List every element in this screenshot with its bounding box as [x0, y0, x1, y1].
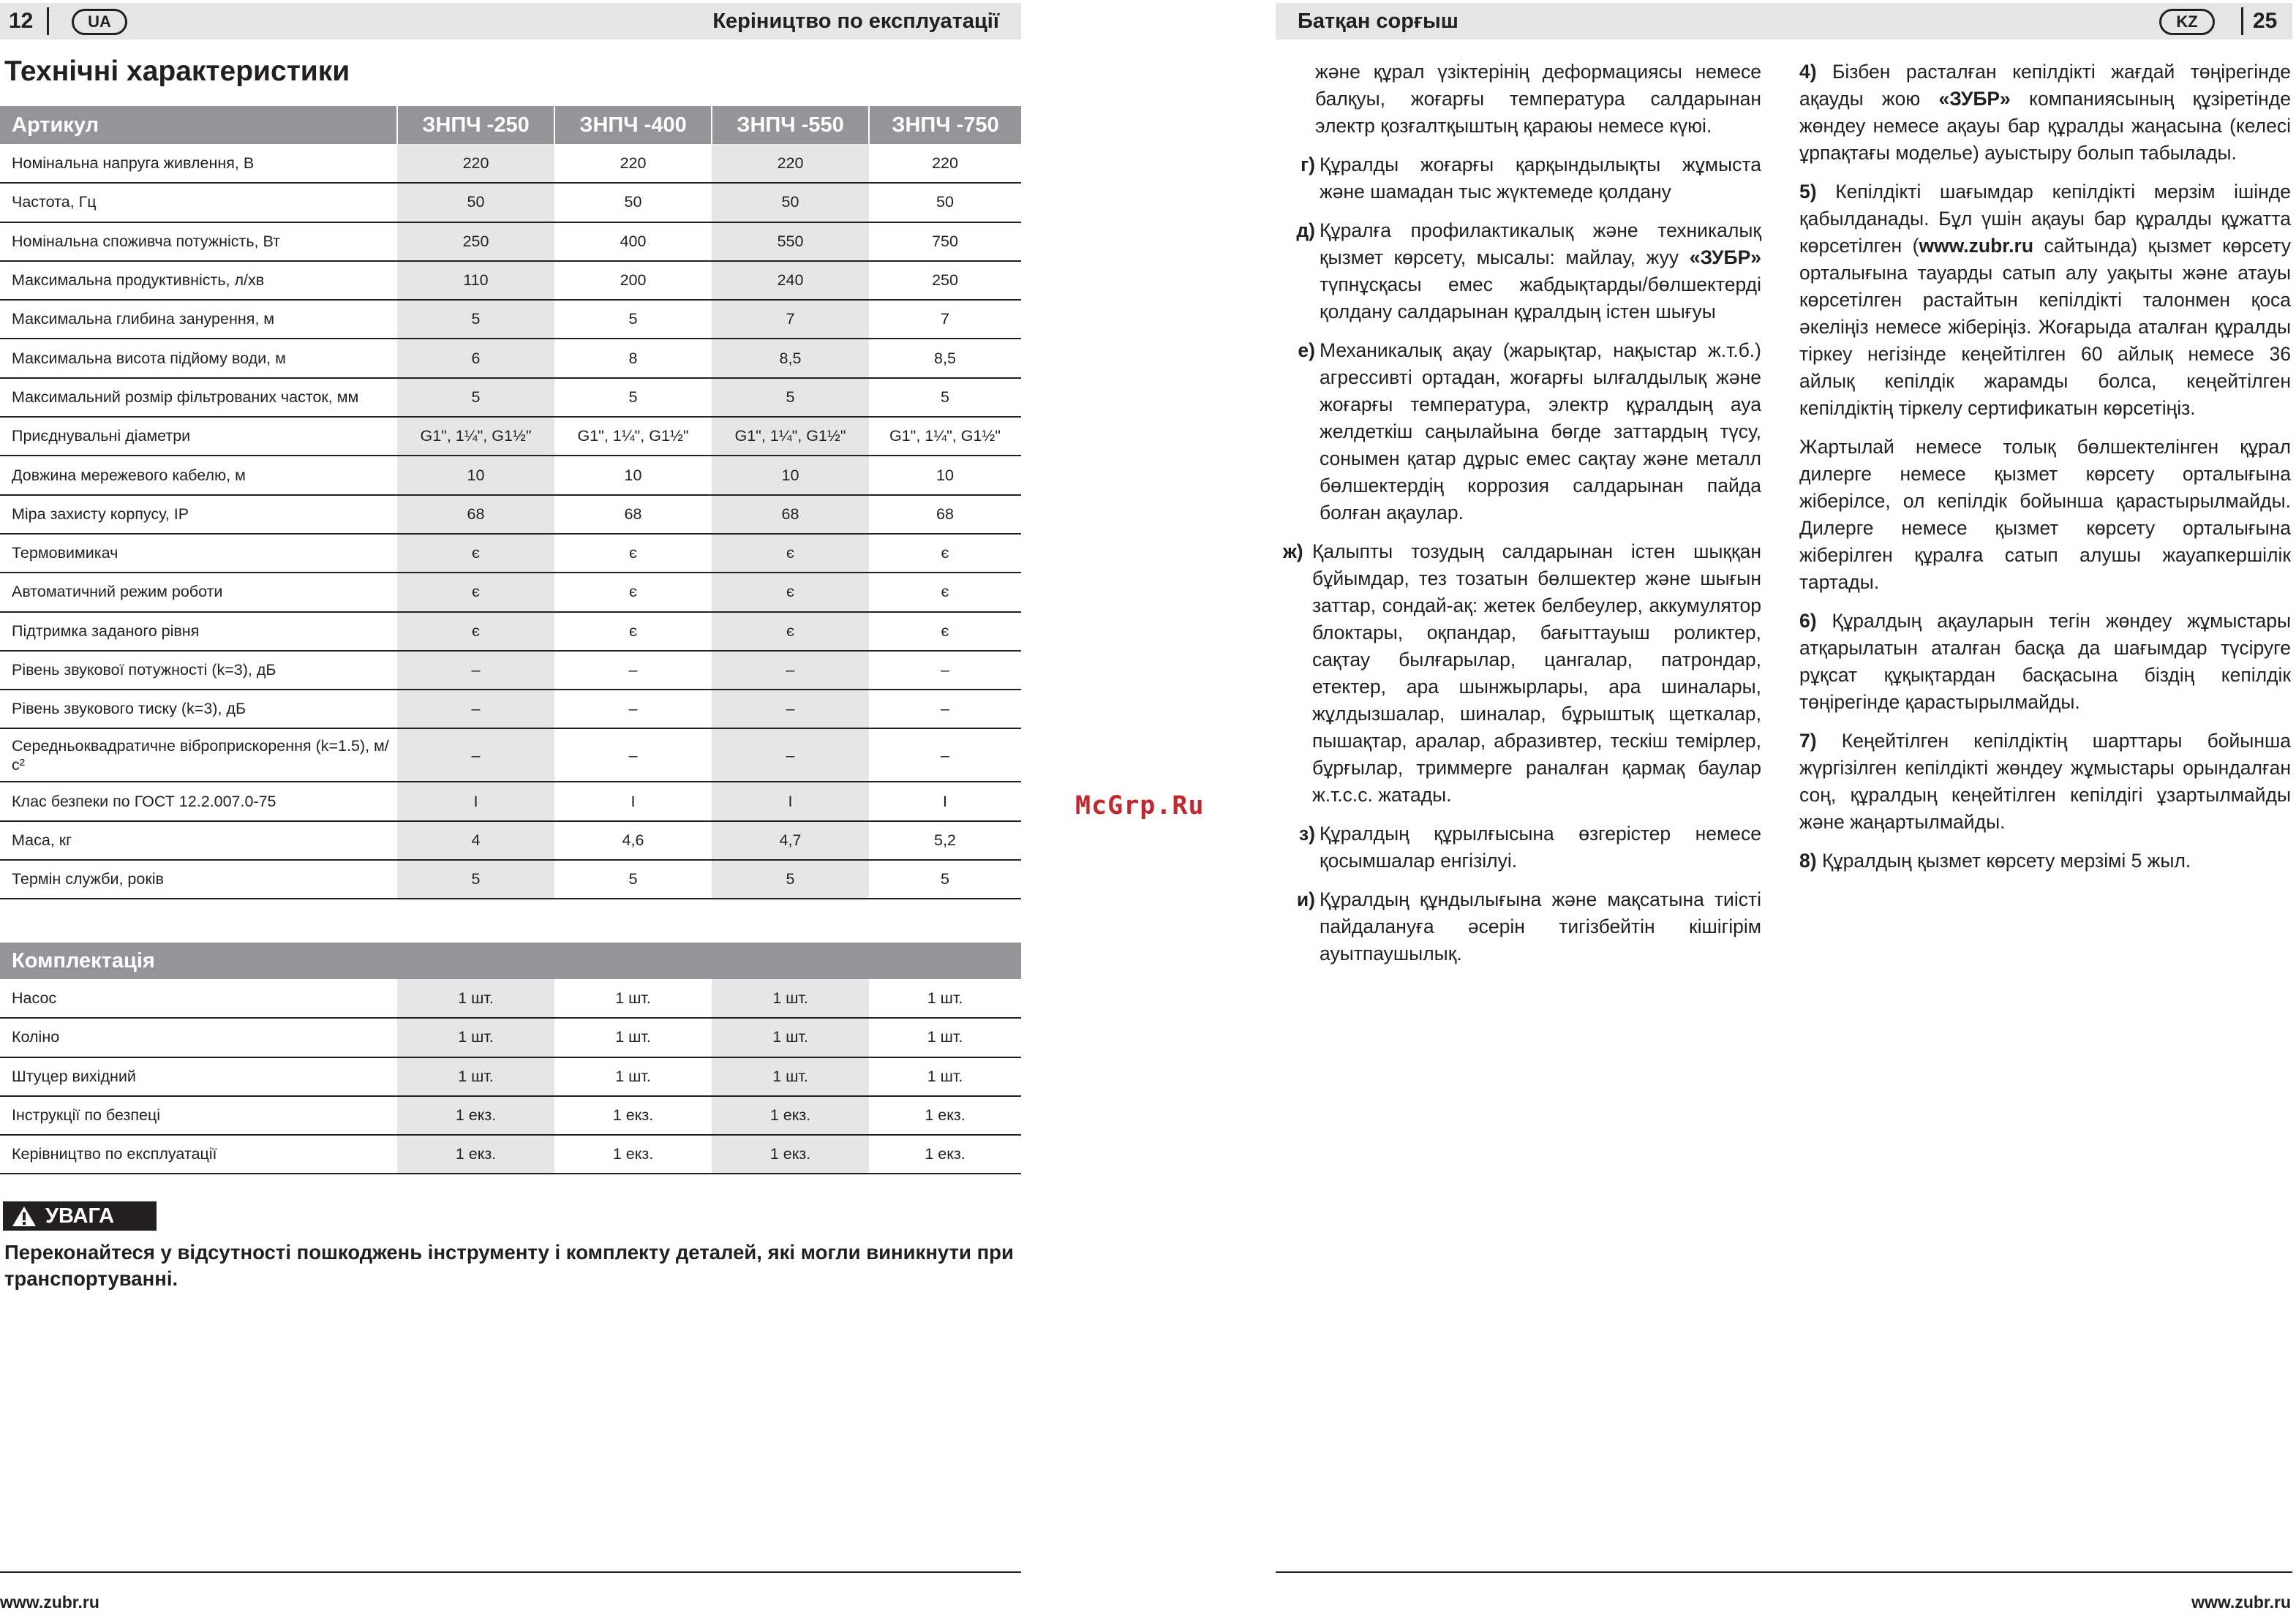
cell-value: 1 екз.: [869, 1096, 1021, 1135]
cell-value: –: [397, 728, 554, 782]
cell-value: є: [712, 534, 869, 573]
cell-value: 1 екз.: [554, 1096, 712, 1135]
kz-item-d: [1283, 217, 1761, 325]
right-header-title: Батқан сорғыш: [1298, 10, 1458, 33]
row-label: Максимальна продуктивність, л/хв: [0, 261, 397, 300]
cell-value: 220: [869, 144, 1021, 183]
table-row: [0, 612, 1021, 651]
kz-item-text: Құралдың құрылғысына өзгерістер немесе қосымшалар енгізілуі.: [1320, 823, 1761, 872]
cell-value: 1 шт.: [554, 1057, 712, 1096]
kz-item-i: [1283, 886, 1761, 967]
row-label: Термін служби, років: [0, 860, 397, 899]
cell-value: 200: [554, 261, 712, 300]
row-label: Клас безпеки по ГОСТ 12.2.007.0-75: [0, 782, 397, 820]
cell-value: I: [712, 782, 869, 820]
table-row: [0, 456, 1021, 494]
cell-value: 10: [712, 456, 869, 494]
row-label: Насос: [0, 979, 397, 1018]
cell-value: 400: [554, 222, 712, 261]
table-row: [0, 782, 1021, 820]
cell-value: є: [554, 573, 712, 611]
kz-para-8: 8) Құралдың қызмет көрсету мерзімі 5 жыл.: [1799, 850, 2191, 872]
right-header-divider: [2241, 7, 2243, 35]
cell-value: 1 шт.: [869, 1057, 1021, 1096]
cell-value: 50: [712, 183, 869, 222]
row-label: Штуцер вихідний: [0, 1057, 397, 1096]
kz-para-4: 4) Бізбен расталған кепілдікті жағдай төңірегінде ақауды жою «ЗУБР» компаниясының құзіретінде жөндеу немесе ақауы бар құралды жаңасына (келесі ұрпақтағы моделье) ауыстыру болып табылады.: [1799, 61, 2291, 164]
cell-value: 8,5: [712, 339, 869, 377]
cell-value: 5: [712, 378, 869, 417]
cell-value: 250: [869, 261, 1021, 300]
table-row: [0, 821, 1021, 860]
kz-item-text: Механикалық ақау (жарықтар, нақыстар ж.т.б.) агрессивті ортадан, жоғарғы ылғалдылық және жоғарғы температура, электр құралдың ауа желдеткіш саңылайына бөгде заттардың түсу, сонымен қатар дұрыс емес сақтау және металл бөлшектердің коррозия салдарынан пайда болған ақаулар.: [1320, 339, 1761, 524]
cell-value: 50: [554, 183, 712, 222]
left-header-divider: [47, 7, 49, 35]
cell-value: G1", 1¼", G1½": [712, 417, 869, 456]
cell-value: 5: [397, 860, 554, 899]
spec-header-model: ЗНПЧ -400: [554, 106, 712, 144]
table-row: [0, 378, 1021, 417]
brand-name: «ЗУБР»: [1689, 246, 1761, 268]
row-label: Підтримка заданого рівня: [0, 612, 397, 651]
lang-badge-kz: KZ: [2159, 9, 2215, 35]
row-label: Рівень звукової потужності (k=3), дБ: [0, 651, 397, 690]
cell-value: 4: [397, 821, 554, 860]
cell-value: 1 шт.: [554, 1018, 712, 1057]
kz-item-text: Құралдың құндылығына және мақсатына тиісті пайдалануға әсерін тигізбейтін кішігірім ауытпаушылық.: [1320, 888, 1761, 964]
cell-value: 1 екз.: [397, 1135, 554, 1174]
row-label: Довжина мережевого кабелю, м: [0, 456, 397, 494]
row-label: Маса, кг: [0, 821, 397, 860]
table-row: [0, 534, 1021, 573]
table-row: [0, 261, 1021, 300]
row-label: Номінальна споживча потужність, Вт: [0, 222, 397, 261]
cell-value: –: [554, 728, 712, 782]
cell-value: 1 шт.: [397, 1057, 554, 1096]
row-label: Термовимикач: [0, 534, 397, 573]
cell-value: 1 шт.: [397, 1018, 554, 1057]
cell-value: є: [397, 534, 554, 573]
cell-value: 4,7: [712, 821, 869, 860]
warning-label: УВАГА: [45, 1204, 115, 1228]
cell-value: 4,6: [554, 821, 712, 860]
cell-value: є: [397, 573, 554, 611]
row-label: Інструкції по безпеці: [0, 1096, 397, 1135]
cell-value: 1 екз.: [869, 1135, 1021, 1174]
left-page-number: 12: [9, 9, 34, 33]
cell-value: 220: [397, 144, 554, 183]
cell-value: 1 шт.: [712, 1018, 869, 1057]
row-label: Коліно: [0, 1018, 397, 1057]
cell-value: 10: [869, 456, 1021, 494]
table-row: [0, 495, 1021, 534]
cell-value: є: [554, 534, 712, 573]
kz-item-text: Құралға профилактикалық және техникалық қызмет көрсету, мысалы: майлау, жуу «ЗУБР» түпнұсқасы емес жабдықтарды/бөлшектерді қолдану салдарынан құралдың істен шығуы: [1320, 219, 1761, 322]
table-row: [0, 573, 1021, 611]
table-row: [0, 728, 1021, 782]
cell-value: –: [869, 690, 1021, 728]
cell-value: –: [712, 728, 869, 782]
kz-item-label: и): [1296, 888, 1315, 910]
row-label: Рівень звукового тиску (k=3), дБ: [0, 690, 397, 728]
spec-title: Технічні характеристики: [4, 56, 350, 87]
cell-value: 110: [397, 261, 554, 300]
cell-value: 1 екз.: [397, 1096, 554, 1135]
cell-value: 5: [712, 860, 869, 899]
cell-value: 1 шт.: [712, 1057, 869, 1096]
cell-value: 50: [869, 183, 1021, 222]
row-label: Частота, Гц: [0, 183, 397, 222]
warning-icon: [12, 1206, 37, 1227]
cell-value: є: [869, 612, 1021, 651]
table-row: [0, 1135, 1021, 1174]
cell-value: 5: [869, 860, 1021, 899]
zubr-link[interactable]: www.zubr.ru: [1919, 235, 2034, 257]
cell-value: I: [397, 782, 554, 820]
cell-value: 6: [397, 339, 554, 377]
table-row: [0, 651, 1021, 690]
cell-value: 5: [554, 300, 712, 339]
cell-value: 7: [869, 300, 1021, 339]
watermark: McGrp.Ru: [1075, 791, 1205, 820]
cell-value: 68: [554, 495, 712, 534]
kz-intro-text: және құрал үзіктерінің деформациясы немесе балқуы, жоғарғы температура салдарынан электр қозғалтқыштың қараюы немесе күюі.: [1315, 61, 1761, 137]
table-row: [0, 183, 1021, 222]
cell-value: 7: [712, 300, 869, 339]
kz-para-7: 7) Кеңейтілген кепілдіктің шарттары бойынша жүргізілген кепілдікті жөндеу жұмыстары орындалған соң, құралдың кеңейтілген кепілдігі ұзартылмайды және жаңартылмайды.: [1799, 730, 2291, 833]
spec-header-model: ЗНПЧ -250: [397, 106, 554, 144]
cell-value: 1 шт.: [869, 979, 1021, 1018]
row-label: Середньоквадратичне віброприскорення (k=1.5), м/с²: [0, 728, 397, 782]
kz-item-label: д): [1296, 219, 1315, 241]
cell-value: –: [869, 651, 1021, 690]
cell-value: 68: [397, 495, 554, 534]
cell-value: G1", 1¼", G1½": [397, 417, 554, 456]
kz-item-zh: [1283, 538, 1761, 809]
kz-item-text: Қалыпты тозудың салдарынан істен шыққан бұйымдар, тез тозатын бөлшектер және шығын заттар, сондай-ақ: жетек белбеулер, аккумулятор блоктары, оқпандар, бағыттауыш роликтер, сақтау былғарылар, цангалар, патрондар, етектер, ара шынжырлары, ара шиналары, жұлдызшалар, шиналар, бұрыштық щеткалар, пышақтар, аралар, абразивтер, тескіш темірлер, бұрғылар, триммерге раналған қармақ баулар ж.т.с.с. жатады.: [1312, 540, 1761, 806]
kz-item-z: [1283, 820, 1761, 875]
row-label: Номінальна напруга живлення, В: [0, 144, 397, 183]
cell-value: 1 екз.: [712, 1135, 869, 1174]
table-row: [0, 300, 1021, 339]
cell-value: 8,5: [869, 339, 1021, 377]
kz-item-label: ж): [1283, 540, 1303, 562]
cell-value: –: [554, 690, 712, 728]
kz-item-label: з): [1299, 823, 1315, 845]
left-footer-url[interactable]: www.zubr.ru: [0, 1593, 99, 1612]
cell-value: 5: [554, 378, 712, 417]
spec-header-model: ЗНПЧ -550: [712, 106, 869, 144]
spec-table: [0, 106, 1021, 899]
cell-value: є: [554, 612, 712, 651]
spec-header-article: Артикул: [0, 106, 397, 144]
kit-title: Комплектація: [0, 943, 1021, 979]
warning-text: Переконайтеся у відсутності пошкоджень інструменту і комплекту деталей, які могли виникнути при транспортуванні.: [4, 1241, 1014, 1290]
cell-value: є: [869, 534, 1021, 573]
cell-value: 68: [869, 495, 1021, 534]
cell-value: 250: [397, 222, 554, 261]
kz-item-label: е): [1298, 339, 1315, 361]
cell-value: 1 екз.: [554, 1135, 712, 1174]
cell-value: 1 шт.: [869, 1018, 1021, 1057]
cell-value: 68: [712, 495, 869, 534]
table-row: [0, 690, 1021, 728]
cell-value: 1 шт.: [554, 979, 712, 1018]
cell-value: –: [712, 690, 869, 728]
table-row: [0, 1018, 1021, 1057]
right-footer-url[interactable]: www.zubr.ru: [2191, 1593, 2291, 1612]
kz-column-2: [1799, 58, 2291, 886]
cell-value: 1 шт.: [712, 979, 869, 1018]
row-label: Максимальний розмір фільтрованих часток, мм: [0, 378, 397, 417]
kz-item-text: Құралды жоғарғы қарқындылықты жұмыста және шамадан тыс жүктемеде қолдану: [1320, 154, 1761, 203]
spec-header-model: ЗНПЧ -750: [869, 106, 1021, 144]
row-label: Керівництво по експлуатації: [0, 1135, 397, 1174]
right-page-number: 25: [2253, 9, 2278, 33]
left-footer-line: [0, 1571, 1021, 1573]
cell-value: 5: [397, 378, 554, 417]
cell-value: 10: [554, 456, 712, 494]
brand-name: «ЗУБР»: [1938, 88, 2011, 110]
kz-item-e: [1283, 337, 1761, 526]
cell-value: 5: [397, 300, 554, 339]
cell-value: 550: [712, 222, 869, 261]
kz-para-extra: Жартылай немесе толық бөлшектелінген құрал дилерге немесе қызмет көрсету орталығына жіберілсе, ол кепілдік бойынша қарастырылмайды. Дилерге немесе қызмет көрсету орталығына жіберілген құралға сатып алушы жауапкершілік тартады.: [1799, 436, 2291, 593]
table-row: [0, 1057, 1021, 1096]
cell-value: є: [397, 612, 554, 651]
row-label: Міра захисту корпусу, IP: [0, 495, 397, 534]
row-label: Максимальна висота підйому води, м: [0, 339, 397, 377]
kit-table: [0, 943, 1021, 1174]
right-footer-line: [1276, 1571, 2292, 1573]
cell-value: є: [712, 573, 869, 611]
table-row: [0, 144, 1021, 183]
cell-value: G1", 1¼", G1½": [554, 417, 712, 456]
cell-value: –: [397, 651, 554, 690]
row-label: Максимальна глибина занурення, м: [0, 300, 397, 339]
table-row: [0, 1096, 1021, 1135]
cell-value: 750: [869, 222, 1021, 261]
cell-value: I: [554, 782, 712, 820]
cell-value: 8: [554, 339, 712, 377]
cell-value: 1 шт.: [397, 979, 554, 1018]
cell-value: 50: [397, 183, 554, 222]
row-label: Приєднувальні діаметри: [0, 417, 397, 456]
cell-value: 240: [712, 261, 869, 300]
cell-value: I: [869, 782, 1021, 820]
cell-value: 220: [712, 144, 869, 183]
cell-value: –: [397, 690, 554, 728]
cell-value: 220: [554, 144, 712, 183]
kz-para-5: 5) Кепілдікті шағымдар кепілдікті мерзім ішінде қабылданады. Бұл үшін ақауы бар құралды құжатта көрсетілген (www.zubr.ru сайтында) қызмет көрсету орталығына тауарды сатып алу уақыты және атауы көрсетілген растайтын кепілдікті талонмен қоса әкеліңіз немесе жіберіңіз. Жоғарыда аталған құралды тіркеу негізінде кеңейтілген 60 айлық немесе 36 айлық кепілдік жарамды болса, кеңейтілген кепілдіктің тіркелу сертификатын көрсетіңіз.: [1799, 181, 2292, 419]
table-row: [0, 979, 1021, 1018]
table-row: [0, 417, 1021, 456]
cell-value: є: [869, 573, 1021, 611]
cell-value: 5: [554, 860, 712, 899]
cell-value: 5: [869, 378, 1021, 417]
cell-value: G1", 1¼", G1½": [869, 417, 1021, 456]
kz-para-6: 6) Құралдың ақауларын тегін жөндеу жұмыстары атқарылатын аталған басқа да шағымдар түсіруге рұқсат құқықтардан басқасына біздің кепілдік төңірегінде қарастырылмайды.: [1799, 610, 2291, 713]
table-row: [0, 222, 1021, 261]
kz-item-label: г): [1301, 154, 1315, 175]
cell-value: 1 екз.: [712, 1096, 869, 1135]
kz-item-g: [1283, 151, 1761, 205]
cell-value: –: [869, 728, 1021, 782]
table-row: [0, 860, 1021, 899]
kz-column-1: [1283, 58, 1761, 979]
left-header-title: Керіництво по експлуатації: [712, 10, 999, 33]
cell-value: 10: [397, 456, 554, 494]
lang-badge-ua: UA: [72, 9, 127, 35]
row-label: Автоматичний режим роботи: [0, 573, 397, 611]
table-row: [0, 339, 1021, 377]
cell-value: –: [554, 651, 712, 690]
cell-value: 5,2: [869, 821, 1021, 860]
cell-value: –: [712, 651, 869, 690]
warning-badge: [3, 1201, 157, 1231]
cell-value: є: [712, 612, 869, 651]
